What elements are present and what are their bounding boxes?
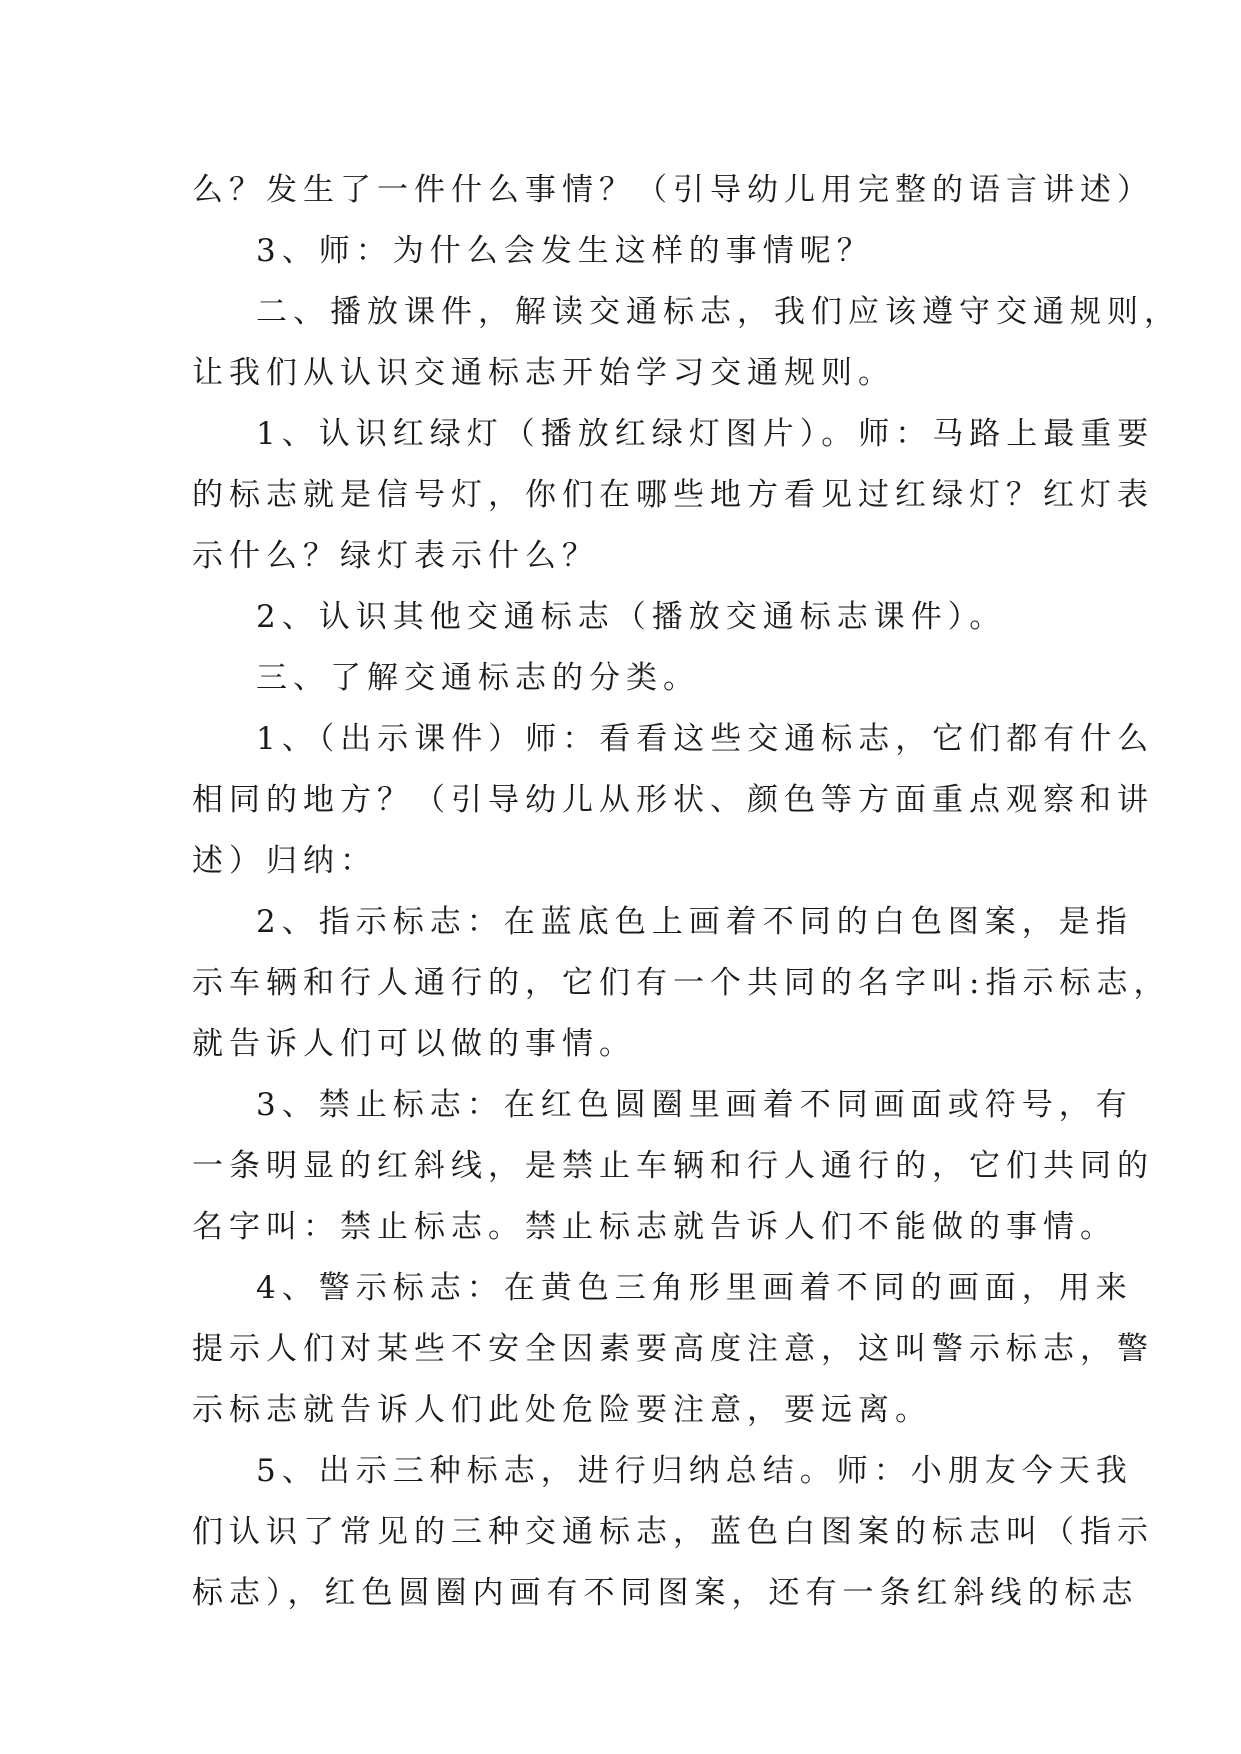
text-line: 3、禁止标志：在红色圆圈里画着不同画面或符号，有 (256, 1087, 1133, 1123)
text-line: 2、指示标志：在蓝底色上画着不同的白色图案，是指 (256, 904, 1133, 940)
text-line: 4、警示标志：在黄色三角形里画着不同的画面，用来 (256, 1270, 1133, 1306)
text-line: 的标志就是信号灯，你们在哪些地方看见过红绿灯？红灯表 (192, 477, 1154, 513)
text-line: 三、了解交通标志的分类。 (256, 660, 700, 696)
text-line: 名字叫：禁止标志。禁止标志就告诉人们不能做的事情。 (192, 1209, 1117, 1245)
text-line: 标志），红色圆圈内画有不同图案，还有一条红斜线的标志 (192, 1575, 1139, 1611)
text-line: 1、认识红绿灯（播放红绿灯图片）。师：马路上最重要 (256, 416, 1155, 452)
text-line: 们认识了常见的三种交通标志，蓝色白图案的标志叫（指示 (192, 1514, 1154, 1550)
text-line: 么？发生了一件什么事情？（引导幼儿用完整的语言讲述） (192, 172, 1154, 208)
text-line: 一条明显的红斜线，是禁止车辆和行人通行的，它们共同的 (192, 1148, 1154, 1184)
text-line: 提示人们对某些不安全因素要高度注意，这叫警示标志，警 (192, 1331, 1154, 1367)
text-line: 示标志就告诉人们此处危险要注意，要远离。 (192, 1392, 932, 1428)
text-line: 示车辆和行人通行的，它们有一个共同的名字叫:指示标志， (192, 965, 1171, 1001)
body-text (192, 160, 1181, 1624)
text-line: 二、播放课件，解读交通标志，我们应该遵守交通规则， (256, 294, 1181, 330)
text-line: 相同的地方？（引导幼儿从形状、颜色等方面重点观察和讲 (192, 782, 1154, 818)
text-line: 让我们从认识交通标志开始学习交通规则。 (192, 355, 895, 391)
text-line: 3、师：为什么会发生这样的事情呢？ (256, 233, 874, 269)
text-line: 就告诉人们可以做的事情。 (192, 1026, 636, 1062)
text-line: 示什么？绿灯表示什么？ (192, 538, 599, 574)
text-line: 述）归纳： (192, 843, 377, 879)
text-line: 2、认识其他交通标志（播放交通标志课件）。 (256, 599, 1007, 635)
text-line: 1、（出示课件）师：看看这些交通标志，它们都有什么 (256, 721, 1155, 757)
text-line: 5、出示三种标志，进行归纳总结。师：小朋友今天我 (256, 1453, 1133, 1489)
